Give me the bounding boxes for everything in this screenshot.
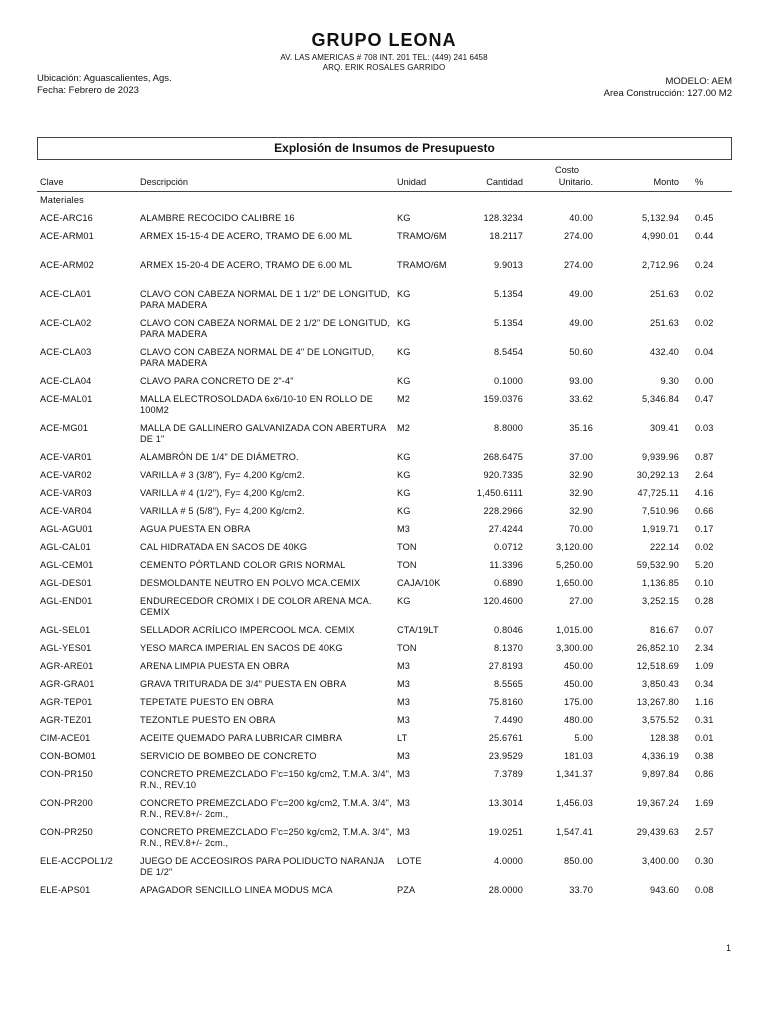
cell-pct: 0.02 xyxy=(695,317,714,328)
cell-descripcion: VARILLA # 3 (3/8"), Fy= 4,200 Kg/cm2. xyxy=(140,469,305,480)
cell-descripcion: CEMENTO PÓRTLAND COLOR GRIS NORMAL xyxy=(140,559,346,570)
cell-costo: 480.00 xyxy=(563,714,593,725)
table-row xyxy=(37,418,732,447)
cell-clave: CON-PR150 xyxy=(40,768,93,779)
cell-monto: 9,897.84 xyxy=(642,768,679,779)
table-row xyxy=(37,692,732,710)
report-sheet xyxy=(37,137,732,898)
cell-cantidad: 8.1370 xyxy=(493,642,523,653)
cell-costo: 1,341.37 xyxy=(556,768,593,779)
section-label: Materiales xyxy=(40,194,84,205)
cell-monto: 19,367.24 xyxy=(636,797,679,808)
cell-unidad: KG xyxy=(397,487,411,498)
cell-costo: 49.00 xyxy=(569,288,593,299)
cell-cantidad: 268.6475 xyxy=(483,451,523,462)
table-row xyxy=(37,342,732,371)
cell-monto: 3,575.52 xyxy=(642,714,679,725)
architect-name: ARQ. ERIK ROSALES GARRIDO xyxy=(322,63,446,72)
cell-cantidad: 7.3789 xyxy=(493,768,523,779)
cell-pct: 0.66 xyxy=(695,505,714,516)
cell-costo: 850.00 xyxy=(563,855,593,866)
table-row xyxy=(37,537,732,555)
cell-pct: 0.03 xyxy=(695,422,714,433)
cell-descripcion: CLAVO CON CABEZA NORMAL DE 2 1/2" DE LONGITUD, PARA MADERA xyxy=(140,317,391,339)
table-row xyxy=(37,638,732,656)
cell-descripcion: APAGADOR SENCILLO LINEA MODUS MCA xyxy=(140,884,333,895)
cell-cantidad: 120.4600 xyxy=(483,595,523,606)
cell-monto: 251.63 xyxy=(649,288,679,299)
cell-clave: AGL-AGU01 xyxy=(40,523,93,534)
cell-clave: CON-BOM01 xyxy=(40,750,96,761)
cell-unidad: M2 xyxy=(397,422,411,433)
cell-costo: 1,650.00 xyxy=(556,577,593,588)
table-row xyxy=(37,226,732,255)
cell-monto: 5,346.84 xyxy=(642,393,679,404)
cell-unidad: KG xyxy=(397,451,411,462)
cell-costo: 1,547.41 xyxy=(556,826,593,837)
cell-costo: 450.00 xyxy=(563,678,593,689)
cell-descripcion: CLAVO PARA CONCRETO DE 2"-4" xyxy=(140,375,294,386)
cell-cantidad: 0.6890 xyxy=(493,577,523,588)
cell-descripcion: ALAMBRE RECOCIDO CALIBRE 16 xyxy=(140,212,295,223)
cell-descripcion: AGUA PUESTA EN OBRA xyxy=(140,523,251,534)
cell-unidad: M2 xyxy=(397,393,411,404)
cell-descripcion: MALLA ELECTROSOLDADA 6x6/10-10 EN ROLLO DE 100M2 xyxy=(140,393,374,415)
table-row xyxy=(37,573,732,591)
cell-clave: ACE-ARC16 xyxy=(40,212,93,223)
cell-cantidad: 5.1354 xyxy=(493,288,523,299)
cell-unidad: M3 xyxy=(397,826,411,837)
cell-cantidad: 5.1354 xyxy=(493,317,523,328)
cell-cantidad: 13.3014 xyxy=(488,797,523,808)
cell-costo: 32.90 xyxy=(569,505,593,516)
cell-unidad: LT xyxy=(397,732,408,743)
cell-costo: 70.00 xyxy=(569,523,593,534)
cell-pct: 1.09 xyxy=(695,660,714,671)
table-row xyxy=(37,656,732,674)
table-row xyxy=(37,674,732,692)
cell-pct: 4.16 xyxy=(695,487,714,498)
table-row xyxy=(37,620,732,638)
cell-cantidad: 920.7335 xyxy=(483,469,523,480)
cell-pct: 2.64 xyxy=(695,469,714,480)
cell-costo: 274.00 xyxy=(563,230,593,241)
cell-clave: ACE-VAR02 xyxy=(40,469,92,480)
cell-pct: 0.28 xyxy=(695,595,714,606)
cell-monto: 4,990.01 xyxy=(642,230,679,241)
cell-descripcion: ALAMBRÓN DE 1/4" DE DIÁMETRO. xyxy=(140,451,299,462)
cell-descripcion: DESMOLDANTE NEUTRO EN POLVO MCA.CEMIX xyxy=(140,577,361,588)
supplies-table xyxy=(37,160,732,898)
cell-descripcion: JUEGO DE ACCEOSIROS PARA POLIDUCTO NARANJA DE 1/2" xyxy=(140,855,384,877)
cell-monto: 59,532.90 xyxy=(636,559,679,570)
table-row xyxy=(37,447,732,465)
page-number: 1 xyxy=(725,943,731,953)
col-costo xyxy=(523,160,595,191)
cell-clave: AGR-TEZ01 xyxy=(40,714,92,725)
cell-costo: 50.60 xyxy=(569,346,593,357)
cell-cantidad: 8.5454 xyxy=(493,346,523,357)
cell-cantidad: 18.2117 xyxy=(489,230,523,241)
cell-unidad: KG xyxy=(397,375,411,386)
cell-unidad: TRAMO/6M xyxy=(397,230,447,241)
cell-cantidad: 19.0251 xyxy=(488,826,523,837)
cell-unidad: M3 xyxy=(397,768,411,779)
cell-pct: 0.02 xyxy=(695,288,714,299)
cell-monto: 432.40 xyxy=(649,346,679,357)
cell-cantidad: 159.0376 xyxy=(483,393,523,404)
cell-costo: 32.90 xyxy=(569,487,593,498)
cell-unidad: PZA xyxy=(397,884,416,895)
cell-unidad: KG xyxy=(397,212,411,223)
table-row xyxy=(37,822,732,851)
company-address: AV. LAS AMERICAS # 708 INT. 201 TEL: (449) 241 6458 xyxy=(280,53,488,62)
col-costo-line1: Costo xyxy=(554,164,579,175)
cell-costo: 3,300.00 xyxy=(556,642,593,653)
cell-clave: ELE-APS01 xyxy=(40,884,91,895)
cell-pct: 0.86 xyxy=(695,768,714,779)
cell-descripcion: ARMEX 15-15-4 DE ACERO, TRAMO DE 6.00 ML xyxy=(140,230,353,241)
cell-costo: 1,456.03 xyxy=(556,797,593,808)
cell-monto: 29,439.63 xyxy=(636,826,679,837)
cell-descripcion: CLAVO CON CABEZA NORMAL DE 4" DE LONGITUD, PARA MADERA xyxy=(140,346,375,368)
cell-costo: 5.00 xyxy=(574,732,593,743)
cell-pct: 0.17 xyxy=(695,523,714,534)
cell-pct: 1.69 xyxy=(695,797,714,808)
cell-descripcion: SERVICIO DE BOMBEO DE CONCRETO xyxy=(140,750,317,761)
cell-costo: 175.00 xyxy=(563,696,593,707)
model-text: MODELO: AEM xyxy=(665,76,732,87)
cell-monto: 222.14 xyxy=(649,541,679,552)
col-unidad: Unidad xyxy=(397,160,461,191)
cell-clave: CIM-ACE01 xyxy=(40,732,91,743)
cell-monto: 1,136.85 xyxy=(642,577,679,588)
cell-unidad: M3 xyxy=(397,797,411,808)
cell-monto: 3,400.00 xyxy=(642,855,679,866)
cell-clave: ACE-CLA01 xyxy=(40,288,92,299)
cell-monto: 13,267.80 xyxy=(636,696,679,707)
cell-monto: 309.41 xyxy=(649,422,679,433)
cell-clave: ELE-ACCPOL1/2 xyxy=(40,855,113,866)
cell-unidad: KG xyxy=(397,469,411,480)
cell-monto: 7,510.96 xyxy=(642,505,679,516)
cell-pct: 5.20 xyxy=(695,559,714,570)
cell-cantidad: 228.2966 xyxy=(483,505,523,516)
cell-unidad: KG xyxy=(397,317,411,328)
cell-cantidad: 4.0000 xyxy=(493,855,523,866)
cell-clave: ACE-ARM01 xyxy=(40,230,94,241)
table-row xyxy=(37,501,732,519)
cell-descripcion: ARMEX 15-20-4 DE ACERO, TRAMO DE 6.00 ML xyxy=(140,259,353,270)
cell-monto: 128.38 xyxy=(649,732,679,743)
table-row xyxy=(37,591,732,620)
table-header xyxy=(37,160,732,191)
cell-descripcion: SELLADOR ACRÍLICO IMPERCOOL MCA. CEMIX xyxy=(140,624,355,635)
cell-clave: AGL-DES01 xyxy=(40,577,92,588)
col-monto: Monto xyxy=(595,160,681,191)
cell-descripcion: ARENA LIMPIA PUESTA EN OBRA xyxy=(140,660,290,671)
table-row xyxy=(37,851,732,880)
cell-monto: 9,939.96 xyxy=(642,451,679,462)
cell-descripcion: ACEITE QUEMADO PARA LUBRICAR CIMBRA xyxy=(140,732,343,743)
cell-cantidad: 0.1000 xyxy=(493,375,523,386)
cell-clave: ACE-VAR03 xyxy=(40,487,92,498)
area-text: Area Construcción: 127.00 M2 xyxy=(603,88,732,99)
cell-descripcion: CAL HIDRATADA EN SACOS DE 40KG xyxy=(140,541,308,552)
cell-cantidad: 9.9013 xyxy=(493,259,523,270)
cell-pct: 0.02 xyxy=(695,541,714,552)
table-row xyxy=(37,793,732,822)
cell-costo: 35.16 xyxy=(569,422,593,433)
cell-monto: 4,336.19 xyxy=(642,750,679,761)
cell-costo: 181.03 xyxy=(563,750,593,761)
col-costo-line2: Unitario. xyxy=(558,176,593,187)
cell-unidad: CTA/19LT xyxy=(397,624,439,635)
cell-monto: 3,252.15 xyxy=(642,595,679,606)
cell-monto: 30,292.13 xyxy=(636,469,679,480)
cell-unidad: M3 xyxy=(397,523,411,534)
cell-pct: 0.04 xyxy=(695,346,714,357)
table-row xyxy=(37,371,732,389)
table-row xyxy=(37,746,732,764)
cell-descripcion: TEZONTLE PUESTO EN OBRA xyxy=(140,714,276,725)
table-row xyxy=(37,880,732,898)
table-row xyxy=(37,255,732,284)
cell-descripcion: CONCRETO PREMEZCLADO F'c=150 kg/cm2, T.M.A. 3/4", R.N., REV.10 xyxy=(140,768,392,790)
cell-clave: ACE-CLA02 xyxy=(40,317,92,328)
cell-unidad: KG xyxy=(397,346,411,357)
cell-costo: 33.70 xyxy=(569,884,593,895)
cell-monto: 26,852.10 xyxy=(636,642,679,653)
cell-unidad: KG xyxy=(397,505,411,516)
cell-clave: AGR-ARE01 xyxy=(40,660,94,671)
col-pct: % xyxy=(681,160,732,191)
cell-costo: 1,015.00 xyxy=(556,624,593,635)
cell-unidad: M3 xyxy=(397,660,411,671)
table-row xyxy=(37,284,732,313)
cell-clave: ACE-CLA03 xyxy=(40,346,92,357)
cell-unidad: LOTE xyxy=(397,855,422,866)
cell-cantidad: 7.4490 xyxy=(493,714,523,725)
cell-pct: 0.08 xyxy=(695,884,714,895)
date-text: Fecha: Febrero de 2023 xyxy=(37,85,139,96)
project-info xyxy=(37,73,172,97)
cell-unidad: TRAMO/6M xyxy=(397,259,447,270)
cell-unidad: M3 xyxy=(397,678,411,689)
cell-pct: 0.30 xyxy=(695,855,714,866)
cell-pct: 0.01 xyxy=(695,732,714,743)
cell-descripcion: CONCRETO PREMEZCLADO F'c=250 kg/cm2, T.M.A. 3/4", R.N., REV.8+/- 2cm., xyxy=(140,826,392,848)
cell-monto: 47,725.11 xyxy=(637,487,679,498)
cell-pct: 0.47 xyxy=(695,393,714,404)
section-row xyxy=(37,191,732,208)
cell-cantidad: 27.4244 xyxy=(488,523,523,534)
cell-cantidad: 1,450.6111 xyxy=(476,487,523,498)
cell-unidad: CAJA/10K xyxy=(397,577,441,588)
table-row xyxy=(37,728,732,746)
cell-costo: 49.00 xyxy=(569,317,593,328)
cell-clave: ACE-VAR01 xyxy=(40,451,92,462)
table-row xyxy=(37,208,732,226)
cell-pct: 0.38 xyxy=(695,750,714,761)
cell-unidad: M3 xyxy=(397,696,411,707)
cell-clave: AGR-TEP01 xyxy=(40,696,93,707)
cell-costo: 93.00 xyxy=(569,375,593,386)
cell-clave: ACE-MAL01 xyxy=(40,393,93,404)
cell-costo: 40.00 xyxy=(569,212,593,223)
company-name: GRUPO LEONA xyxy=(311,30,457,50)
cell-descripcion: YESO MARCA IMPERIAL EN SACOS DE 40KG xyxy=(140,642,343,653)
cell-cantidad: 28.0000 xyxy=(488,884,523,895)
cell-cantidad: 23.9529 xyxy=(488,750,523,761)
cell-clave: ACE-VAR04 xyxy=(40,505,92,516)
cell-unidad: M3 xyxy=(397,750,411,761)
cell-monto: 9.30 xyxy=(660,375,679,386)
cell-clave: AGL-END01 xyxy=(40,595,93,606)
cell-unidad: KG xyxy=(397,595,411,606)
cell-cantidad: 25.6761 xyxy=(488,732,523,743)
cell-cantidad: 75.8160 xyxy=(488,696,523,707)
cell-pct: 0.10 xyxy=(695,577,714,588)
cell-monto: 5,132.94 xyxy=(642,212,679,223)
table-row xyxy=(37,764,732,793)
cell-monto: 1,919.71 xyxy=(642,523,679,534)
cell-monto: 251.63 xyxy=(649,317,679,328)
cell-clave: AGL-SEL01 xyxy=(40,624,91,635)
cell-monto: 816.67 xyxy=(649,624,679,635)
table-row xyxy=(37,483,732,501)
cell-clave: AGR-GRA01 xyxy=(40,678,95,689)
cell-pct: 0.34 xyxy=(695,678,714,689)
col-cantidad: Cantidad xyxy=(461,160,523,191)
cell-descripcion: CLAVO CON CABEZA NORMAL DE 1 1/2" DE LONGITUD, PARA MADERA xyxy=(140,288,391,310)
cell-descripcion: VARILLA # 5 (5/8"), Fy= 4,200 Kg/cm2. xyxy=(140,505,305,516)
cell-clave: AGL-CEM01 xyxy=(40,559,94,570)
cell-descripcion: MALLA DE GALLINERO GALVANIZADA CON ABERTURA DE 1" xyxy=(140,422,386,444)
table-row xyxy=(37,389,732,418)
cell-monto: 943.60 xyxy=(649,884,679,895)
cell-unidad: TON xyxy=(397,642,417,653)
table-row xyxy=(37,710,732,728)
report-title: Explosión de Insumos de Presupuesto xyxy=(37,137,732,160)
cell-unidad: TON xyxy=(397,559,417,570)
cell-costo: 27.00 xyxy=(569,595,593,606)
cell-clave: ACE-ARM02 xyxy=(40,259,94,270)
cell-clave: AGL-CAL01 xyxy=(40,541,91,552)
cell-pct: 2.57 xyxy=(695,826,714,837)
cell-pct: 0.44 xyxy=(695,230,714,241)
cell-cantidad: 128.3234 xyxy=(483,212,523,223)
table-row xyxy=(37,313,732,342)
cell-unidad: KG xyxy=(397,288,411,299)
cell-descripcion: VARILLA # 4 (1/2"), Fy= 4,200 Kg/cm2. xyxy=(140,487,305,498)
table-row xyxy=(37,465,732,483)
cell-pct: 0.07 xyxy=(695,624,714,635)
cell-cantidad: 27.8193 xyxy=(488,660,523,671)
cell-unidad: M3 xyxy=(397,714,411,725)
cell-clave: ACE-CLA04 xyxy=(40,375,92,386)
cell-costo: 33.62 xyxy=(569,393,593,404)
cell-costo: 32.90 xyxy=(569,469,593,480)
cell-pct: 0.45 xyxy=(695,212,714,223)
cell-descripcion: ENDURECEDOR CROMIX I DE COLOR ARENA MCA. CEMIX xyxy=(140,595,372,617)
cell-monto: 2,712.96 xyxy=(642,259,679,270)
cell-clave: AGL-YES01 xyxy=(40,642,92,653)
cell-cantidad: 8.8000 xyxy=(493,422,523,433)
cell-costo: 3,120.00 xyxy=(556,541,593,552)
cell-monto: 3,850.43 xyxy=(642,678,679,689)
col-descripcion: Descripción xyxy=(140,160,397,191)
cell-cantidad: 0.0712 xyxy=(493,541,523,552)
cell-costo: 274.00 xyxy=(563,259,593,270)
cell-cantidad: 8.5565 xyxy=(493,678,523,689)
cell-costo: 450.00 xyxy=(563,660,593,671)
table-row xyxy=(37,519,732,537)
model-info xyxy=(604,76,732,100)
cell-unidad: TON xyxy=(397,541,417,552)
cell-cantidad: 0.8046 xyxy=(493,624,523,635)
col-clave: Clave xyxy=(37,160,140,191)
table-row xyxy=(37,555,732,573)
cell-clave: CON-PR200 xyxy=(40,797,93,808)
cell-monto: 12,518.69 xyxy=(636,660,679,671)
cell-descripcion: TEPETATE PUESTO EN OBRA xyxy=(140,696,274,707)
cell-cantidad: 11.3396 xyxy=(489,559,523,570)
cell-clave: CON-PR250 xyxy=(40,826,93,837)
cell-costo: 5,250.00 xyxy=(556,559,593,570)
cell-costo: 37.00 xyxy=(569,451,593,462)
cell-pct: 1.16 xyxy=(695,696,714,707)
cell-clave: ACE-MG01 xyxy=(40,422,89,433)
cell-pct: 0.00 xyxy=(695,375,714,386)
cell-pct: 2.34 xyxy=(695,642,714,653)
cell-pct: 0.24 xyxy=(695,259,714,270)
cell-pct: 0.87 xyxy=(695,451,714,462)
cell-descripcion: CONCRETO PREMEZCLADO F'c=200 kg/cm2, T.M.A. 3/4", R.N., REV.8+/- 2cm., xyxy=(140,797,392,819)
location-text: Ubicación: Aguascalientes, Ags. xyxy=(37,73,172,84)
cell-pct: 0.31 xyxy=(695,714,714,725)
cell-descripcion: GRAVA TRITURADA DE 3/4" PUESTA EN OBRA xyxy=(140,678,347,689)
